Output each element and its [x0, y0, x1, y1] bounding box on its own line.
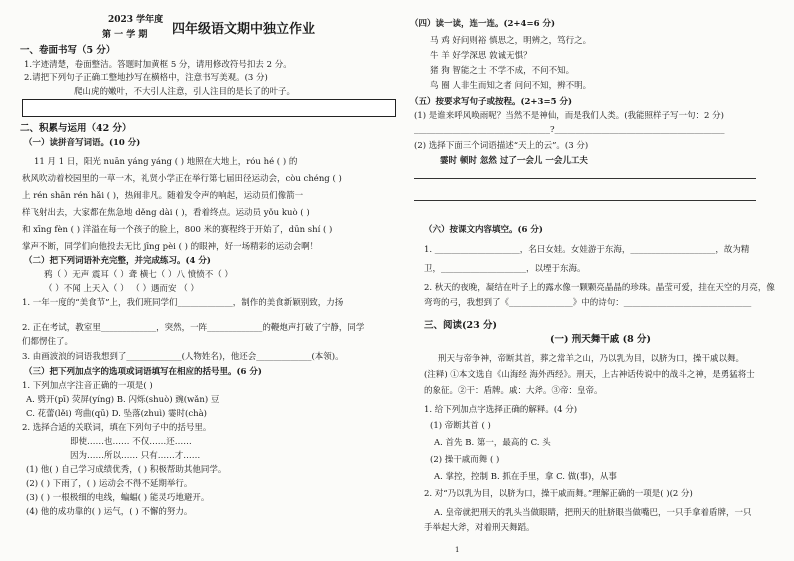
- pinyin-line-4: 样飞射出去，大家都在焦急地 děng dài ( )，看着终点。运动员 yǒu kuò ( ): [22, 208, 310, 218]
- idiom-q1: 1. 一年一度的“美食节”上，我们班同学们_____________，制作的美食新颖别致，力扬: [22, 298, 344, 308]
- passage-title: (一) 刑天舞干戚 (8 分): [550, 334, 652, 345]
- exam-title: 四年级语文期中独立作业: [172, 22, 316, 37]
- pinyin-line-5: 和 xīng fèn ( ) 洋溢在每一个孩子的脸上，800 米的赛程终于开始了，dūn shí ( ): [22, 225, 333, 235]
- reading-q1-1-options: A. 首先 B. 第一，最高的 C. 头: [434, 438, 551, 448]
- passage-text: 刑天与帝争神，帝断其首，葬之常羊之山，乃以乳为目，以脐为口，操干戚以舞。: [438, 354, 745, 364]
- conjunction-row-1: 即使……也…… 不仅……还……: [70, 437, 192, 447]
- sub-1-heading: （一）读拼音写词语。(10 分): [24, 138, 141, 148]
- reading-q1: 1. 给下列加点字选择正确的解释。(4 分): [424, 405, 578, 415]
- reading-q1-2: (2) 操干戚而舞 ( ): [430, 455, 500, 465]
- idiom-q2: 2. 正在考试，教室里_____________，突然，一阵_____________的鞭炮声打破了宁静，同学: [22, 323, 365, 333]
- choice-q1: 1. 下列加点字注音正确的一项是( ): [22, 381, 153, 391]
- section-3-heading: 三、阅读(23 分): [424, 320, 498, 331]
- choice-q1-cd: C. 花蕾(lěi) 弯曲(qū) D. 坠落(zhuì) 霎时(chà): [26, 409, 207, 419]
- conj-sentence-1: (1) 他( ) 自己学习成绩优秀，( ) 积极帮助其他同学。: [26, 465, 227, 475]
- handwriting-box[interactable]: [22, 99, 396, 117]
- reading-q2: 2. 对“乃以乳为目，以脐为口，操干戚而舞。”理解正确的一项是( )(2 分): [424, 489, 693, 499]
- fill-q2: 2. 秋天的夜晚，凝结在叶子上的露水像一颗颗亮晶晶的珍珠。晶莹可爱，挂在天空的月亮，像: [424, 283, 775, 293]
- section-2-heading: 二、积累与运用（42 分）: [20, 123, 132, 134]
- q1-text: 1.字迹清楚，卷面整洁。答题时加黄框 5 分，请用修改符号扣去 2 分。: [24, 60, 292, 70]
- match-row-3: 猪 狗 智能之士 不学不成，不问不知。: [430, 66, 575, 76]
- q2-text: 2.请把下列句子正确工整地抄写在横格中，注意书写美观。(3 分): [24, 73, 268, 83]
- answer-line-1[interactable]: [414, 178, 756, 179]
- sub-6-heading: （六）按课文内容填空。(6 分): [424, 225, 543, 235]
- page-number: 1: [455, 546, 460, 554]
- conj-sentence-3: (3) ( ) 一根极细的电线，蝙蝠( ) 能灵巧地避开。: [26, 493, 210, 503]
- answer-line-2[interactable]: [414, 200, 756, 201]
- idiom-row-1: 鸦（ ）无声 震耳（ ）聋 横七（ ）八 愤愤不（ ）: [44, 270, 233, 280]
- choice-q1-ab: A. 劈开(pī) 荧屏(yíng) B. 闪烁(shuò) 豌(wǎn) 豆: [26, 395, 220, 405]
- reading-q2-option-a: A. 皇帝就把刑天的乳头当做眼睛，把刑天的肚脐眼当做嘴巴，一只手拿着盾牌，一只: [434, 508, 752, 518]
- conj-sentence-4: (4) 他的成功靠的( ) 运气，( ) 不懈的努力。: [26, 507, 193, 517]
- fill-q1: 1. ____________________，名曰女娃。女娃游于东海，____________________，故为精: [424, 245, 750, 255]
- sentence-q1: (1) 是谁来呼风唤雨呢？当然不是神仙，而是我们人类。(我能照样子写一句：2 分): [414, 111, 724, 121]
- pinyin-line-2: 秋风吹动着校园里的一草一木，礼贤小学正在举行第七届田径运动会，còu chéng ( ): [22, 174, 342, 184]
- conj-sentence-2: (2) ( ) 下雨了，( ) 运动会不得不延期举行。: [26, 479, 193, 489]
- conjunction-row-2: 因为……所以…… 只有……才……: [70, 451, 201, 461]
- left-column: [20, 0, 398, 561]
- fill-q1-cont: 卫，____________________，以堙于东海。: [424, 264, 586, 274]
- pinyin-line-3: 上 rén shān rén hǎi ( )，热闹非凡。随着发令声的响起，运动员们像箭一: [22, 191, 304, 201]
- idiom-row-2: （ ）不闻 上天入（ ） （ ）遇而安 （ ）: [44, 284, 199, 294]
- sentence-q2: (2) 选择下面三个词语描述“天上的云”。(3 分): [414, 141, 589, 151]
- semester: 第 一 学 期: [102, 30, 148, 40]
- copy-sentence: 爬山虎的嫩叶，不大引人注意，引人注目的是长了的叶子。: [74, 87, 296, 97]
- pinyin-line-1: 11 月 1 日，阳光 nuān yáng yáng ( ) 地照在大地上，róu hé ( ) 的: [34, 157, 298, 167]
- section-1-heading: 一、卷面书写（5 分）: [20, 45, 116, 56]
- match-row-2: 牛 羊 好学深思 敦诚无惧？: [430, 51, 532, 61]
- sub-5-heading: （五）按要求写句子或按程。(2+3=5 分): [410, 97, 572, 107]
- sub-3-heading: （三）把下列加点字的选项或词语填写在相应的括号里。(6 分): [24, 367, 262, 377]
- school-year: 2023 学年度: [108, 15, 164, 25]
- sentence-q1-answer: ________________________________?________________________________________: [414, 125, 725, 135]
- passage-note-2: 的象征。②干：盾牌。戚：大斧。③帝：皇帝。: [424, 386, 603, 396]
- match-row-4: 鸟 圈 人非生而知之者 问问不知，辨不明。: [430, 81, 592, 91]
- reading-q1-2-options: A. 掌控，控制 B. 抓在手里，拿 C. 做(事)，从事: [434, 472, 617, 482]
- choice-q2: 2. 选择合适的关联词，填在下列句子中的括号里。: [22, 423, 212, 433]
- right-column: [410, 0, 782, 561]
- idiom-q3: 3. 由画波浪的词语我想到了_____________(人物姓名)，他还会_____________(本领)。: [22, 352, 344, 362]
- sub-4-heading: （四）读一读，连一连。(2+4=6 分): [410, 19, 555, 29]
- passage-note-1: (注释) ①本文选自《山海经 海外西经》。刑天，上古神话传说中的战斗之神，是勇猛将士: [424, 370, 755, 380]
- reading-q1-1: (1) 帝断其首 ( ): [430, 421, 491, 431]
- cloud-words: 霎时 顿时 忽然 过了一会儿 一会儿工夫: [440, 156, 588, 166]
- pinyin-line-6: 掌声不断，同学们向他投去无比 jīng pèi ( ) 的眼神，好一场精彩的运动会啊！: [22, 242, 319, 252]
- match-row-1: 马 鸡 好问则裕 慎思之，明辨之，笃行之。: [430, 36, 592, 46]
- fill-q2-cont: 弯弯的弓，我想到了《_______________》中的诗句：______________________________: [424, 298, 752, 308]
- idiom-q2-cont: 们都愣住了。: [22, 337, 74, 347]
- reading-q2-option-a-cont: 手举起大斧，对着刑天舞蹈。: [424, 523, 535, 533]
- sub-2-heading: （二）把下列词语补充完整，并完成练习。(4 分): [24, 256, 211, 266]
